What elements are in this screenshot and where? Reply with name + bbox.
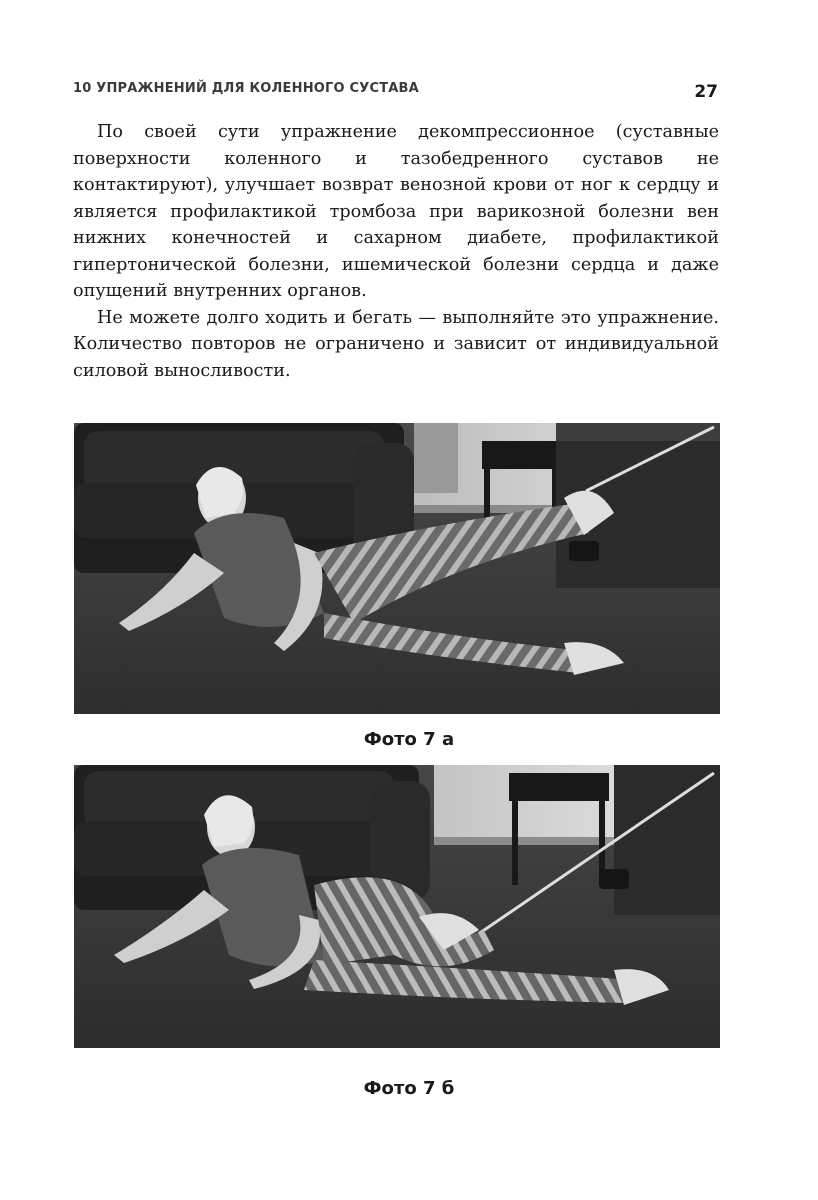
photo-7a (74, 423, 720, 714)
body-text (73, 119, 719, 384)
photo-7b-illustration (74, 765, 720, 1048)
photo-7b-caption: Фото 7 б (363, 1078, 455, 1099)
paragraph-1: По своей сути упражнение декомпрессионное (суставные поверхности коленного и тазобедренного суставов не контактируют), улучшает возврат венозной крови от ног к сердцу и является профилактикой тромбоза при варикозной болезни вен нижних конечностей и сахарном диабете, профилактикой гипертонической болезни, ишемической болезни сердца и даже опущений внутренних органов. (73, 122, 719, 301)
photo-7a-caption: Фото 7 а (363, 729, 455, 750)
paragraph-2: Не можете долго ходить и бегать — выполняйте это упражнение. Количество повторов не ограничено и зависит от индивидуальной силовой выносливости. (73, 307, 719, 381)
photo-7b (74, 765, 720, 1048)
running-head-title: 10 УПРАЖНЕНИЙ ДЛЯ КОЛЕННОГО СУСТАВА (73, 81, 419, 96)
photo-7a-illustration (74, 423, 720, 714)
page-number: 27 (694, 82, 718, 102)
